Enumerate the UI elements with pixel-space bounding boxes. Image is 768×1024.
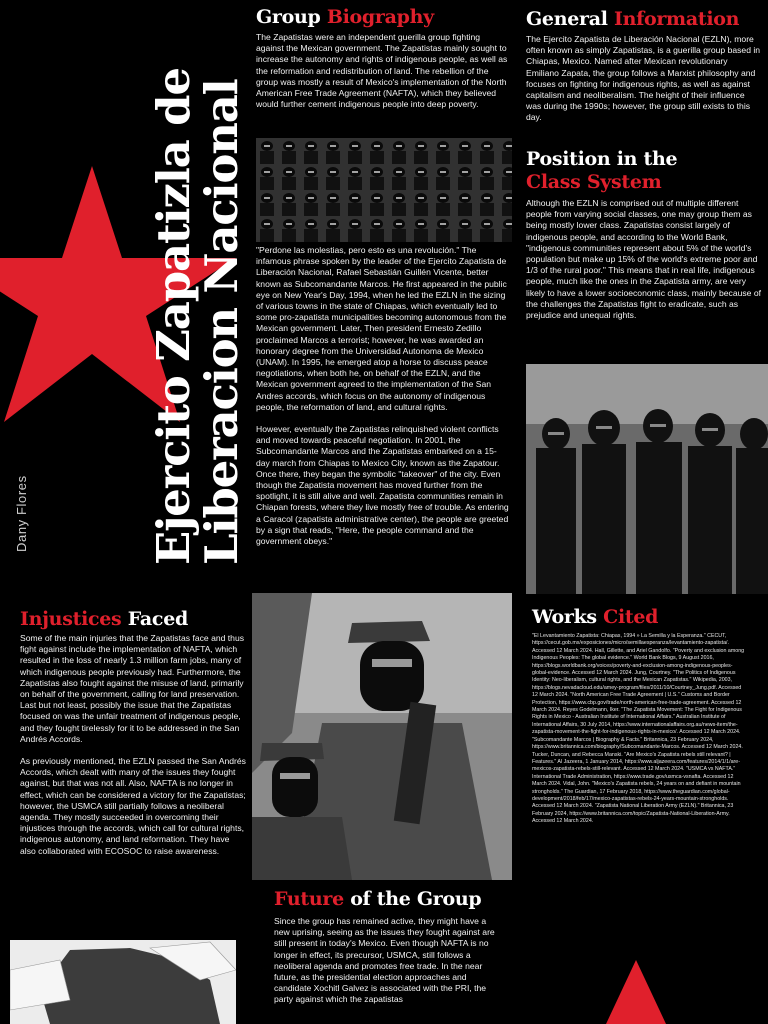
works-cited-heading: Works Cited — [532, 606, 659, 628]
group-biography-body — [256, 245, 510, 547]
class-system-text: Although the EZLN is comprised out of multiple different people from varying social classes, one may group them as being mostly lower class. Zapatistas consist largely of indigenous people, and according to the World Bank, "indigenous communities represent about 5% of the world's population but make up 15% of the world's extreme poor and 1/3 of the rural poor." This means that in real life, indigenous people, much like the ones in the Zapatista army, are very likely to have a lower socioeconomic class, mainly because of the challenges the Zapatistas fight to eradicate, such as prejudice and unequal rights. — [526, 198, 762, 321]
red-triangle-icon — [606, 960, 666, 1024]
class-system-heading: Position in the Class System — [526, 148, 678, 193]
injustices-heading: Injustices Faced — [20, 608, 188, 630]
title-line-2: Liberacion Nacional — [195, 79, 248, 565]
title-line-1: Ejercito Zapatizla de — [147, 68, 200, 565]
marcos-photo — [252, 593, 512, 880]
future-section — [274, 888, 500, 1006]
group-biography-p1: "Perdone las molestias, pero esto es una revolución." The infamous phrase spoken by the leader of the Ejercito Zapatista de Liberación Nacional, Rafael Sebastián Guillén Vicente, better known as Subcomandante Marcos. He first appeared in the public eye on New Year's Day, 1994, when he led the EZLN in the sizing of various towns in the state of Chiapas, which eventually led to some pro-zapatista municipalities becoming autonomous from the Mexican government. Later, Then president Ernesto Zedillo proclaimed Marcos a terrorist; however, he was awarded an honorary degree from the Universidad Autonoma de Mexico (UNAM). In 1995, he emerged atop a horse to discuss peace negotiations, when both he, on behalf of the EZLN, and the Mexican government agreed to the implementation of the San Andres accords, which focus on the autonomy of indigenous people, the reformation of land, and cultural rights. — [256, 245, 507, 412]
general-information-section — [526, 8, 762, 124]
works-cited-section — [532, 606, 748, 826]
crowd-photo — [256, 138, 512, 242]
injustices-p1: Some of the main injuries that the Zapatistas face and thus fight against include the implementation of NAFTA, which resulted in the loss of nearly 1.3 million farm jobs, many of which indigenous people previously had. Furthermore, the Zapatistas also fought against the misuse of land, primarily on behalf of the government, calling for land preservation. Last but not least, possibly the issue that the Zapatistas focused on was the unfair treatment of indigenous people, and they fought tirelessly for it to be addressed in the San Andrés Accords. — [20, 633, 245, 744]
injustices-p2: As previously mentioned, the EZLN passed the San Andrés Accords, which dealt with many of the issues they fought against, but that was not all. Also, NAFTA is no longer in effect, which can be considered a victory for the Zapatistas; however, the USMCA still partially follows a neoliberal agenda. They mostly succeeded in overcoming their injustices through the accords, which call for cultural rights, indigenous autonomy, and land reformation. They have also collaborated with ECOSOC to raise awareness. — [20, 756, 246, 856]
works-cited-list: "El Levantamiento Zapatista: Chiapas, 1994 » La Semilla y la Esperanza." CECUT, https://cecut.gob.mx/exposiciones/micro/semillaesperanza/levantamiento-zapatista/. Accessed 12 March 2024. Hall, Gillette, and Ariel Gandolfo. "Poverty and exclusion among Indigenous Peoples: The global evidence." World Bank Blogs, 9 August 2016, https://blogs.worldbank.org/voices/poverty-and-exclusion-among-indigenous-peoples-global-evidence. Accessed 12 March 2024. Jung, Courtney. "The Politics of Indigenous Identity: Neo-liberalism, cultural rights, and the Mexican Zapatistas." Wikipedia, 2003, https://blogs.nevadacloud.edu/amey-program/files/2011/10/Courtney_Jung.pdf. Accessed 12 March 2024. "North American Free Trade Agreement | U.S." Customs and Border Protection, https://www.cbp.gov/trade/north-american-free-trade-agreement. Accessed 12 March 2024. Reyes Godelmann, Iker. "The Zapatista Movement: The Fight for Indigenous Rights in Mexico - Australian Institute of International Affairs." Australian Institute of International Affairs, 30 July 2014, https://www.internationalaffairs.org.au/news-item/the-zapatista-movement-the-fight-for-indigenous-rights-in-mexico/. Accessed 12 March 2024. "Subcomandante Marcos | Biography & Facts." Britannica, 23 February 2024, https://www.britannica.com/biography/Subcomandante-Marcos. Accessed 12 March 2024. Tucker, Duncan, and Rebecca Manski. "Are Mexico's Zapatista rebels still relevant? | Features." Al Jazeera, 1 January 2014, https://www.aljazeera.com/features/2014/1/1/are-mexicos-zapatista-rebels-still-relevant. Accessed 12 March 2024. "USMCA vs NAFTA." International Trade Administration, https://www.trade.gov/usmca-vsnafta. Accessed 12 March 2024. Vidal, John. "Mexico's Zapatista rebels, 24 years on and defiant in mountain strongholds." The Guardian, 17 February 2018, https://www.theguardian.com/global-development/2018/feb/17/mexico-zapatistas-rebels-24-years-mountain-strongholds. Accessed 12 March 2024. "Zapatista National Liberation Army (EZLN)." Britannica, 23 February 2024, https://www.britannica.com/topic/Zapatista-National-Liberation-Army. Accessed 12 March 2024. — [532, 633, 745, 825]
map-image — [10, 940, 236, 1024]
general-information-text: The Ejercito Zapatista de Liberación Nacional (EZLN), more often known as simply Zapatistas, is a guerilla group based in Chiapas, Mexico. Named after Mexican revolutionary Emiliano Zapata, the group follows a Marxist philosophy and focuses on fighting for indigenous rights, as well as against capitalism and neoliberalism. The height of their influence was during the 1990s; however, the group still exists to this day. — [526, 34, 761, 123]
group-biography-section — [256, 6, 510, 110]
injustices-body — [20, 633, 246, 857]
injustices-section — [20, 608, 246, 857]
future-heading: Future of the Group — [274, 888, 482, 910]
group-biography-intro: The Zapatistas were an independent guerilla group fighting against the Mexican government. The Zapatistas mainly sought to increase the autonomy and rights of indigenous people, as well as the reformation and redistribution of land. The rebellion of the group was mostly a result of Mexico's implementation of the North American Free Trade Agreement (NAFTA), which they believed would further cement indigenous people into deep poverty. — [256, 32, 508, 110]
group-biography-p2: However, eventually the Zapatistas relinquished violent conflicts and moved towards peaceful negotiation. In 2001, the Subcomandante Marcos and the Zapatistas embarked on a 15-day march from Chiapas to Mexico City, known as the Zapatour. Once there, they began the symbolic "takeover" of the city. Even though the Zapatista movement has moved further from the spotlight, it is still alive and well. Zapatista communities remain in Chiapan forests, where they live mostly free of trouble. As entering a Caracol (zapatista administrative center), the people are greeted by a sign that reads, "Here, the people command and the government obeys." — [256, 424, 509, 547]
soldiers-photo — [526, 364, 768, 594]
author-name: Dany Flores — [14, 475, 29, 552]
general-information-heading: General Information — [526, 8, 740, 30]
class-system-section — [526, 148, 764, 321]
future-text: Since the group has remained active, they might have a new uprising, seeing as the issues they fought against are still present in today's Mexico. Even though NAFTA is no longer in effect, its precursor, USMCA, still follows a neoliberal agenda and promotes free trade. In the near future, as the presidential election approaches and candidate Xochitl Galvez is associated with the PRI, the party against which the zapatistas — [274, 916, 495, 1005]
page-title — [147, 68, 250, 565]
group-biography-heading: Group Biography — [256, 6, 434, 28]
